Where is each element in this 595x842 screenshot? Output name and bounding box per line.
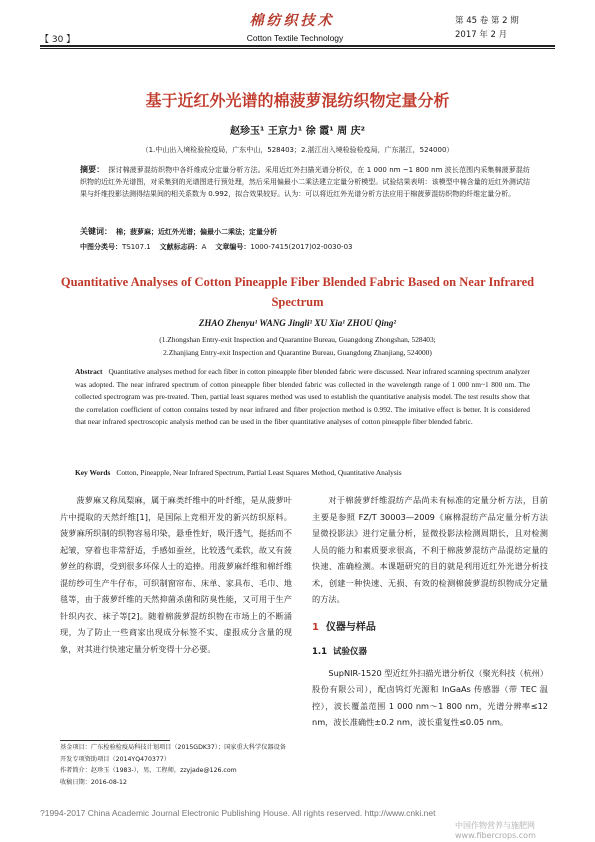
footnote (60, 742, 292, 788)
body-right-column (312, 492, 548, 731)
footnote-rule (60, 740, 170, 741)
classification-line (80, 241, 530, 253)
keywords-cn-label: 关键词： (80, 227, 112, 236)
volume-issue: 第 45 卷 第 2 期 (455, 16, 519, 26)
body-left-column (60, 492, 292, 657)
keywords-cn-text: 棉；菠萝麻；近红外光谱；偏最小二乘法；定量分析 (116, 228, 277, 236)
abstract-en-text: Quantitative analyses method for each fiber in cotton pineapple fiber blended fabric were discussed. Near infrared scanning spectrum analyzer was adopted. The near infrared spectrum of cotton pineapple fiber blended fabric was collected in the wavelength range of 1 000 nm~1 800 nm. The collected spectrogram was pre-treated. Then, partial least squares method was used to establish the quantitative analysis model. The test results show that the correlation coefficient of cotton contains tested by near infrared and fiber projection method is 0.992. The imitative effect is better. It is considered that near infrared spectroscopic analysis method can be used in the fiber quantitative analyses of cotton pineapple fiber blended fabric. (75, 367, 530, 427)
section-title: 仪器与样品 (325, 621, 376, 633)
article-title-cn: 基于近红外光谱的棉菠萝混纺织物定量分析 (145, 91, 450, 110)
journal-title-cn: 棉纺织技术 (249, 13, 335, 29)
body-paragraph: SupNIR-1520 型近红外扫描光谱分析仪（聚光科技（杭州）股份有限公司），配卤钨灯光源和 InGaAs 传感器（带 TEC 温控），波长覆盖范围 1 000 nm～1 800 nm，光谱分辨率≤12 nm，波长准确性±0.2 nm，波长重复性≤0.05 nm。 (312, 667, 549, 727)
subsection-heading (312, 644, 548, 661)
journal-title-en: Cotton Textile Technology (246, 33, 344, 43)
doc-code-label: 文献标志码： (159, 243, 202, 251)
clc-value: TS107.1 (122, 243, 151, 251)
watermark-text: 中国作物营养与施肥网 www.fibercrops.com (455, 821, 536, 840)
section-number: 1 (312, 621, 319, 633)
author-bio: 作者简介：赵珍玉（1983-），男，工程师，zzyjade@126.com (60, 767, 237, 774)
abstract-cn (80, 164, 530, 201)
affiliation-en-1: (1.Zhongshan Entry-exit Inspection and Quarantine Bureau, Guangdong Zhongshan, 528403; (159, 335, 436, 344)
header-rule (40, 45, 555, 47)
keywords-cn (80, 226, 530, 238)
article-no-label: 文章编号： (215, 243, 251, 251)
abstract-en-label: Abstract (75, 367, 103, 376)
abstract-en (75, 366, 530, 429)
affiliation-cn: （1.中山出入境检验检疫局，广东中山，528403；2.湛江出入境检验检疫局，广东湛江，524000） (141, 146, 454, 154)
doc-code-value: A (201, 243, 207, 251)
authors-cn: 赵珍玉¹ 王京力¹ 徐 霞¹ 周 庆² (230, 126, 365, 137)
issue-info (455, 14, 555, 42)
subsection-number: 1.1 (312, 647, 328, 657)
article-no-value: 1000-7415(2017)02-0030-03 (250, 243, 353, 251)
keywords-en-label: Key Words (75, 468, 111, 477)
keywords-en-text: Cotton, Pineapple, Near Infrared Spectrum, Partial Least Squares Method, Quantitative Analysis (116, 468, 402, 477)
header-rule-thin (40, 48, 555, 49)
section-heading (312, 620, 548, 637)
subsection-title: 试验仪器 (332, 647, 367, 657)
funding-note: 基金项目：广东检验检疫局科技计划项目（2015GDK37）；国家重大科学仪器设备开发专项资助项目（2014YQ470377） (60, 744, 286, 763)
copyright-footer: ?1994-2017 China Academic Journal Electronic Publishing House. All rights reserved. http://www.cnki.net (40, 808, 436, 818)
abstract-cn-text: 探讨棉菠萝混纺织物中各纤维成分定量分析方法。采用近红外扫描光谱分析仪，在 1 000 nm ~1 800 nm 波长范围内采集棉菠萝混纺织物的近红外光谱图，对采集到的光谱图进行预处理，然后采用偏最小二乘法建立定量分析模型。试验结果表明：该模型中棉含量的近红外测试结果与纤维投影法测得结果间的相关系数为 0.992，拟合效果较好。认为：可以将近红外光谱分析方法应用于棉菠萝混纺织物的纤维定量分析。 (80, 166, 530, 199)
received-date: 收稿日期：2016-08-12 (60, 778, 127, 786)
article-title-en: Quantitative Analyses of Cotton Pineapple Fiber Blended Fabric Based on Near Infrared Spectrum (60, 275, 535, 309)
issue-date: 2017 年 2 月 (455, 30, 508, 40)
page-number: 【 30 】 (40, 35, 76, 45)
abstract-cn-label: 摘要： (80, 165, 105, 174)
affiliation-en-2: 2.Zhanjiang Entry-exit Inspection and Quarantine Bureau, Guangdong Zhanjiang, 524000) (163, 348, 432, 357)
body-paragraph: 菠萝麻又称凤梨麻，属于麻类纤维中的叶纤维，是从菠萝叶片中提取的天然纤维[1]，是国际上竞相开发的新兴纺织原料。菠萝麻所织制的织物容易印染，悬垂性好，吸汗透气，挺括而不起皱，穿着也非常舒适，手感如蚕丝，比较透气柔软，故又有菠萝丝的称谓，受到很多环保人士的追捧。用菠萝麻纤维和棉纤维混纺纱可生产牛仔布，可织制窗帘布、床单、家具布、毛巾、地毯等，由于菠萝纤维的天然抑菌杀菌和防臭性能，又可用于生产针织内衣、袜子等[2]。随着棉菠萝混纺织物在市场上的不断涌现，为了防止一些商家出现成分标签不实、虚报成分含量的现象，对其进行快速定量分析变得十分必要。 (60, 495, 292, 654)
clc-label: 中图分类号： (80, 243, 122, 251)
body-paragraph: 对于棉菠萝纤维混纺产品尚未有标准的定量分析方法，目前主要是参照 FZ/T 30003—2009《麻棉混纺产品定量分析方法 显微投影法》进行定量分析，显微投影法检测周期长，且对检测人员的能力和素质要求很高，不利于棉菠萝混纺产品混纺定量的快速、准确检测。本课题研究的目的就是利用近红外光谱分析技术，创建一种快速、无损、有效的检测棉菠萝混纺织物成分定量的方法。 (312, 495, 548, 604)
keywords-en (75, 467, 530, 480)
authors-en: ZHAO Zhenyu¹ WANG Jingli¹ XU Xia¹ ZHOU Qing² (198, 318, 397, 328)
